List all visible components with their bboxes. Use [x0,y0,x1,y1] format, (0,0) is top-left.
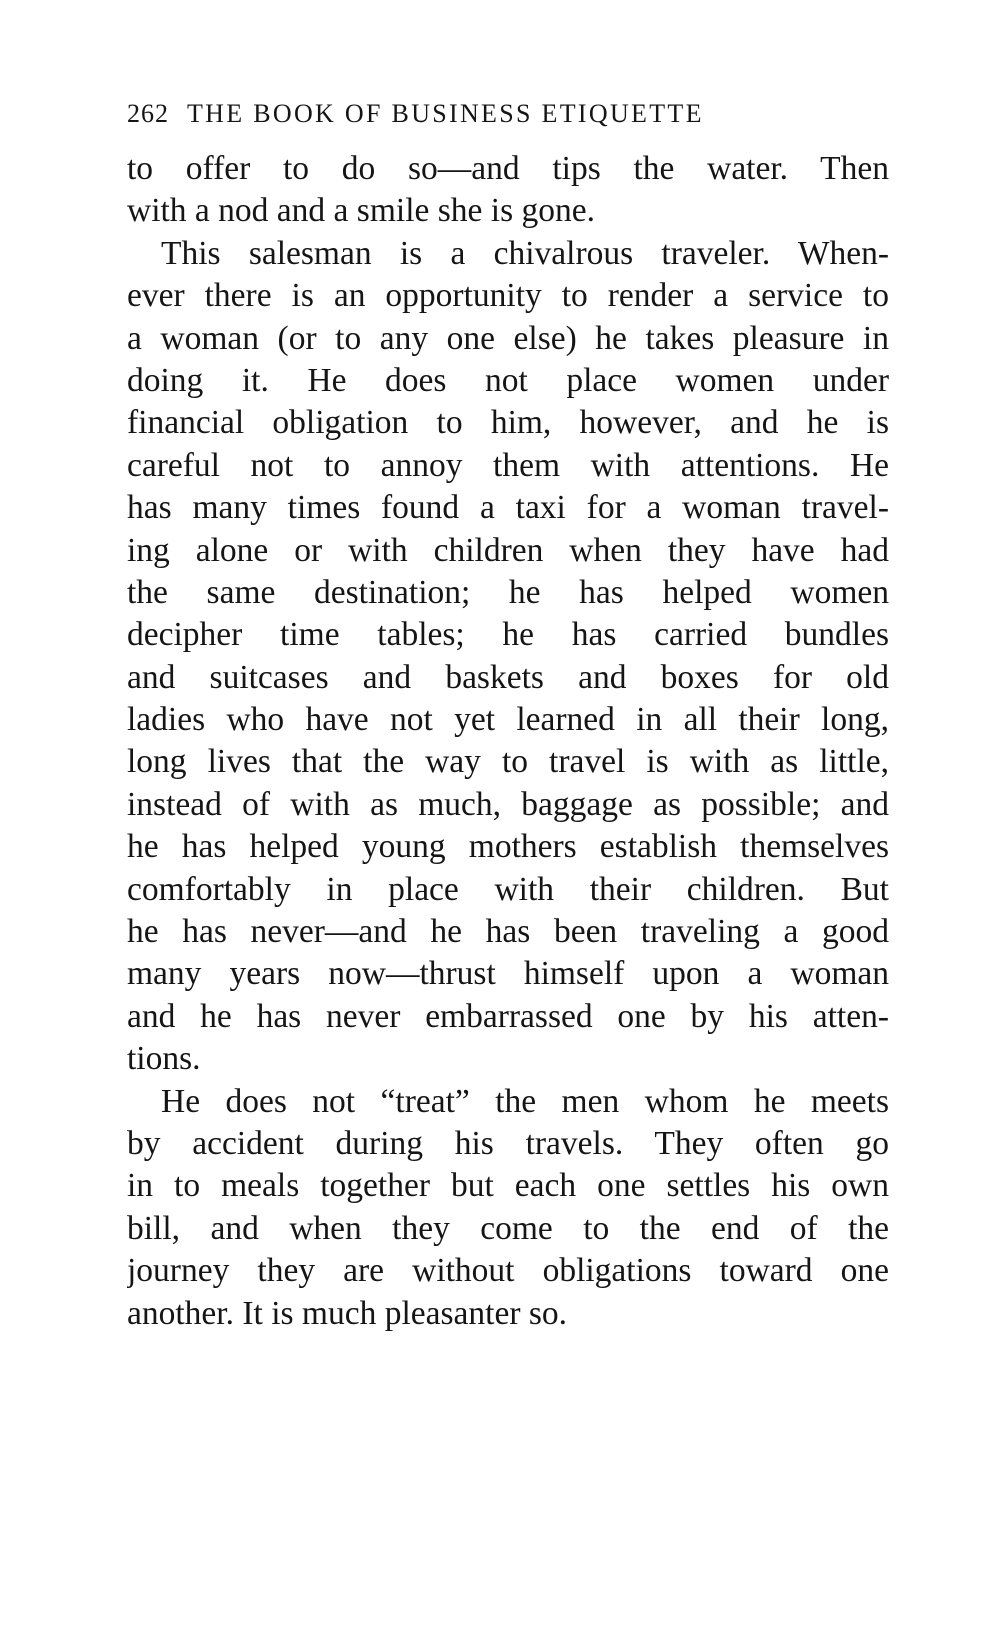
text-line: financial obligation to him, however, and he is [127,404,889,442]
text-line: ing alone or with children when they have had [127,531,889,569]
text-line: he has never—and he has been traveling a good [127,913,889,951]
text-line: ladies who have not yet learned in all their long, [127,701,889,739]
text-line: by accident during his travels. They often go [127,1124,889,1162]
text-line: instead of with as much, baggage as possible; and [127,785,889,823]
text-line: and suitcases and baskets and boxes for old [127,658,889,696]
text-line: he has helped young mothers establish themselves [127,828,889,866]
text-line: ever there is an opportunity to render a service to [127,277,889,315]
text-line: long lives that the way to travel is with as little, [127,743,889,781]
book-title: THE BOOK OF BUSINESS ETIQUETTE [187,99,704,128]
text-line: in to meals together but each one settles his own [127,1167,889,1205]
text-line: doing it. He does not place women under [127,361,889,399]
text-line: journey they are without obligations toward one [127,1252,889,1290]
text-line: He does not “treat” the men whom he meets [161,1082,889,1120]
body-text [127,148,889,1335]
text-line: This salesman is a chivalrous traveler. When- [161,234,889,272]
running-head [127,94,889,134]
text-line: tions. [127,1040,201,1078]
text-line: comfortably in place with their children. But [127,870,889,908]
text-line: another. It is much pleasanter so. [127,1294,568,1332]
text-line: careful not to annoy them with attentions. He [127,446,889,484]
text-line: the same destination; he has helped women [127,573,889,611]
text-line: to offer to do so—and tips the water. Then [127,150,889,187]
text-line: and he has never embarrassed one by his atten- [127,997,889,1035]
text-line: decipher time tables; he has carried bundles [127,616,889,654]
text-line: a woman (or to any one else) he takes pleasure in [127,319,889,357]
text-line: bill, and when they come to the end of the [127,1209,889,1247]
page-number: 262 [127,99,169,128]
text-line: with a nod and a smile she is gone. [127,192,595,230]
text-line: has many times found a taxi for a woman travel- [127,489,889,527]
text-line: many years now—thrust himself upon a woman [127,955,889,993]
